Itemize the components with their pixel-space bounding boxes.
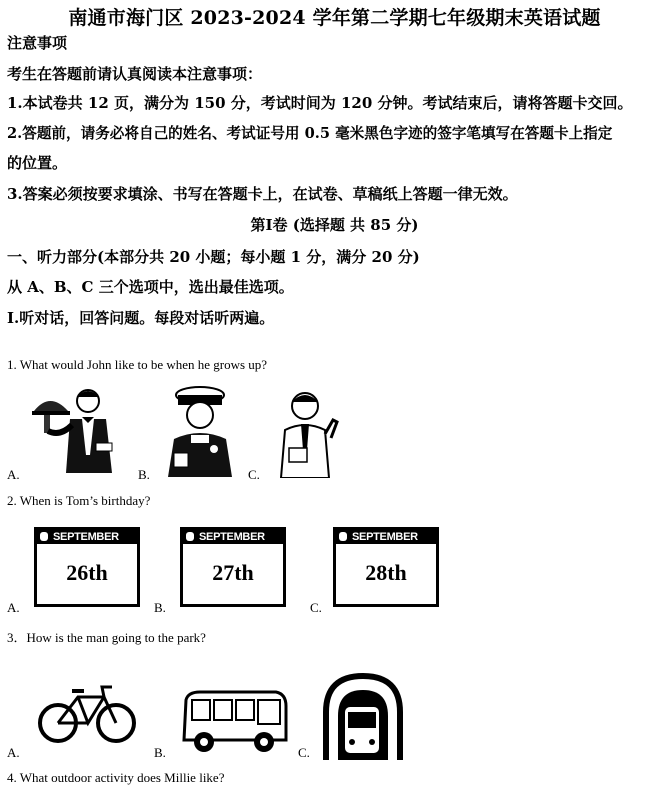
q3-option-a-label: A. — [7, 745, 20, 760]
subway-train-icon — [316, 672, 410, 760]
calendar-28th — [333, 527, 439, 607]
bus-icon — [180, 690, 290, 756]
q1-option-b-label: B. — [138, 467, 150, 482]
notes-item-1: 1.本试卷共 12 页，满分为 150 分，考试时间为 120 分钟。考试结束后，请将答题卡交回。 — [7, 94, 633, 112]
notes-intro: 考生在答题前请认真阅读本注意事项： — [7, 65, 263, 83]
question-4-text: 4. What outdoor activity does Millie like? — [7, 770, 225, 785]
q2-option-a-label: A. — [7, 600, 20, 615]
q3-option-c-label: C. — [298, 745, 310, 760]
calendar-month: SEPTEMBER — [352, 531, 418, 543]
subpart-title: I.听对话，回答问题。每段对话听两遍。 — [7, 309, 275, 327]
q3-option-b-label: B. — [154, 745, 166, 760]
q1-option-c-label: C. — [248, 467, 260, 482]
page-title: 南通市海门区 2023-2024 学年第二学期七年级期末英语试题 — [68, 7, 601, 29]
calendar-26th — [34, 527, 140, 607]
q1-option-a-label: A. — [7, 467, 20, 482]
q2-option-c-label: C. — [310, 600, 322, 615]
waiter-icon — [30, 385, 120, 473]
part-title: 一、听力部分(本部分共 20 小题；每小题 1 分，满分 20 分) — [7, 248, 420, 266]
calendar-ring-icon — [40, 532, 48, 541]
question-3-text: 3．How is the man going to the park? — [7, 630, 206, 645]
notes-item-2: 2.答题前，请务必将自己的姓名、考试证号用 0.5 毫米黑色字迹的签字笔填写在答题卡上指定 — [7, 125, 613, 142]
notes-heading: 注意事项 — [7, 34, 68, 52]
doctor-icon — [275, 390, 345, 478]
section-instruction: 从 A、B、C 三个选项中，选出最佳选项。 — [7, 278, 294, 296]
calendar-day: 28th — [365, 560, 407, 585]
volume-title: 第Ⅰ卷 (选择题 共 85 分) — [250, 216, 419, 234]
calendar-ring-icon — [339, 532, 347, 541]
bicycle-icon — [38, 683, 136, 745]
q2-option-b-label: B. — [154, 600, 166, 615]
calendar-day: 27th — [212, 560, 254, 585]
calendar-27th — [180, 527, 286, 607]
notes-item-3: 3.答案必须按要求填涂、书写在答题卡上，在试卷、草稿纸上答题一律无效。 — [7, 185, 518, 203]
question-2-text: 2. When is Tom’s birthday? — [7, 493, 151, 508]
question-1-text: 1. What would John like to be when he grows up? — [7, 357, 268, 372]
calendar-month: SEPTEMBER — [199, 531, 265, 543]
calendar-ring-icon — [186, 532, 194, 541]
policeman-icon — [160, 385, 240, 477]
notes-item-2-cont: 的位置。 — [7, 154, 68, 172]
calendar-month: SEPTEMBER — [53, 531, 119, 543]
calendar-day: 26th — [66, 560, 108, 585]
